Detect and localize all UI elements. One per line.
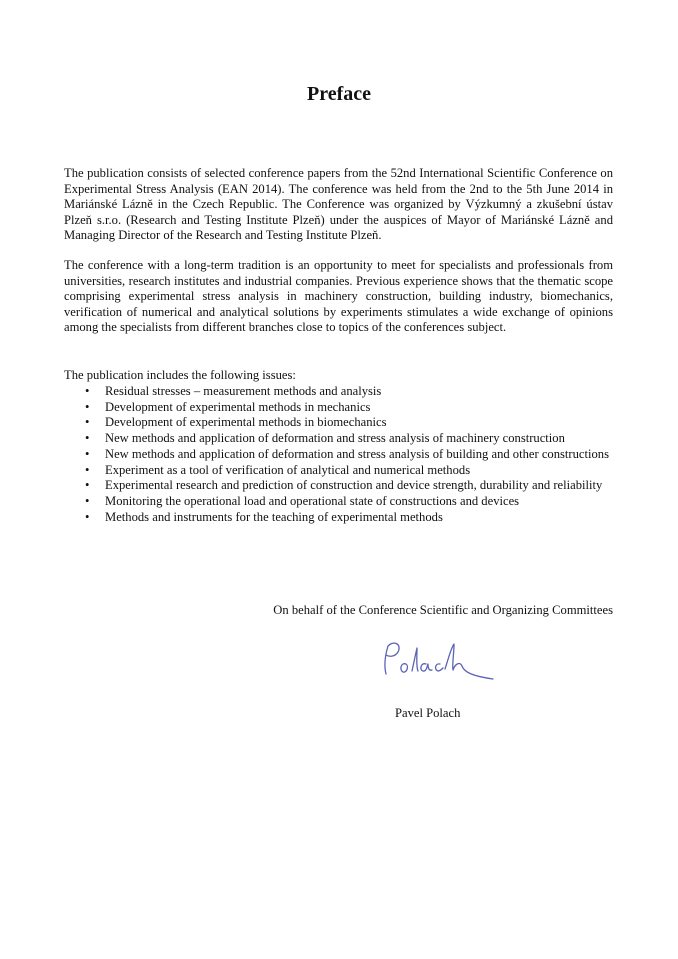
list-item-text: Methods and instruments for the teaching of experimental methods <box>105 509 443 524</box>
list-item-text: Development of experimental methods in biomechanics <box>105 415 387 430</box>
list-item <box>64 494 613 510</box>
list-item-text: Experiment as a tool of verification of analytical and numerical methods <box>105 462 471 477</box>
paragraph-intro: The publication consists of selected conference papers from the 52nd International Scientific Conference on Experimental Stress Analysis (EAN 2014). The conference was held from the 2nd to the 5th June 2014 in Mariánské Lázně in the Czech Republic. The Conference was organized by Výzkumný a zkušební ústav Plzeň s.r.o. (Research and Testing Institute Plzeň) under the auspices of Mayor of Mariánské Lázně and Managing Director of the Research and Testing Institute Plzeň. <box>64 166 613 243</box>
list-item <box>64 384 613 400</box>
bullet-icon: • <box>85 399 90 414</box>
closing-line: On behalf of the Conference Scientific and Organizing Committees <box>273 603 613 617</box>
bullet-icon: • <box>85 509 90 524</box>
paragraph-tradition: The conference with a long-term tradition is an opportunity to meet for specialists and professionals from universities, research institutes and industrial companies. Previous experience shows that the thematic scope comprising experimental stress analysis in machinery construction, building industry, biomechanics, verification of numerical and analytical solutions by experiments stimulates a wide exchange of opinions among the specialists from different branches close to topics of the conferences subject. <box>64 258 613 335</box>
bullet-icon: • <box>85 415 90 430</box>
signature-strokes <box>385 643 493 679</box>
issues-list <box>64 384 613 525</box>
list-item-text: Development of experimental methods in mechanics <box>105 399 371 414</box>
list-item <box>64 447 613 463</box>
list-item <box>64 415 613 431</box>
list-item <box>64 478 613 494</box>
bullet-icon: • <box>85 431 90 446</box>
list-item-text: Residual stresses – measurement methods and analysis <box>105 384 382 398</box>
bullet-icon: • <box>85 446 90 461</box>
bullet-icon: • <box>85 384 90 398</box>
list-item-text: Monitoring the operational load and operational state of constructions and devices <box>105 493 520 508</box>
list-item-text: Experimental research and prediction of construction and device strength, durability and reliability <box>105 478 603 493</box>
list-item <box>64 400 613 416</box>
list-item-text: New methods and application of deformation and stress analysis of building and other constructions <box>105 446 609 461</box>
list-item <box>64 510 613 526</box>
bullet-icon: • <box>85 478 90 493</box>
list-item <box>64 463 613 479</box>
bullet-icon: • <box>85 493 90 508</box>
signer-name: Pavel Polach <box>395 706 461 720</box>
page-title: Preface <box>306 83 372 105</box>
signature-image <box>372 636 496 688</box>
list-item-text: New methods and application of deformation and stress analysis of machinery construction <box>105 431 565 446</box>
bullet-icon: • <box>85 462 90 477</box>
paragraph-issues-intro: The publication includes the following issues: <box>64 368 296 382</box>
list-item <box>64 431 613 447</box>
